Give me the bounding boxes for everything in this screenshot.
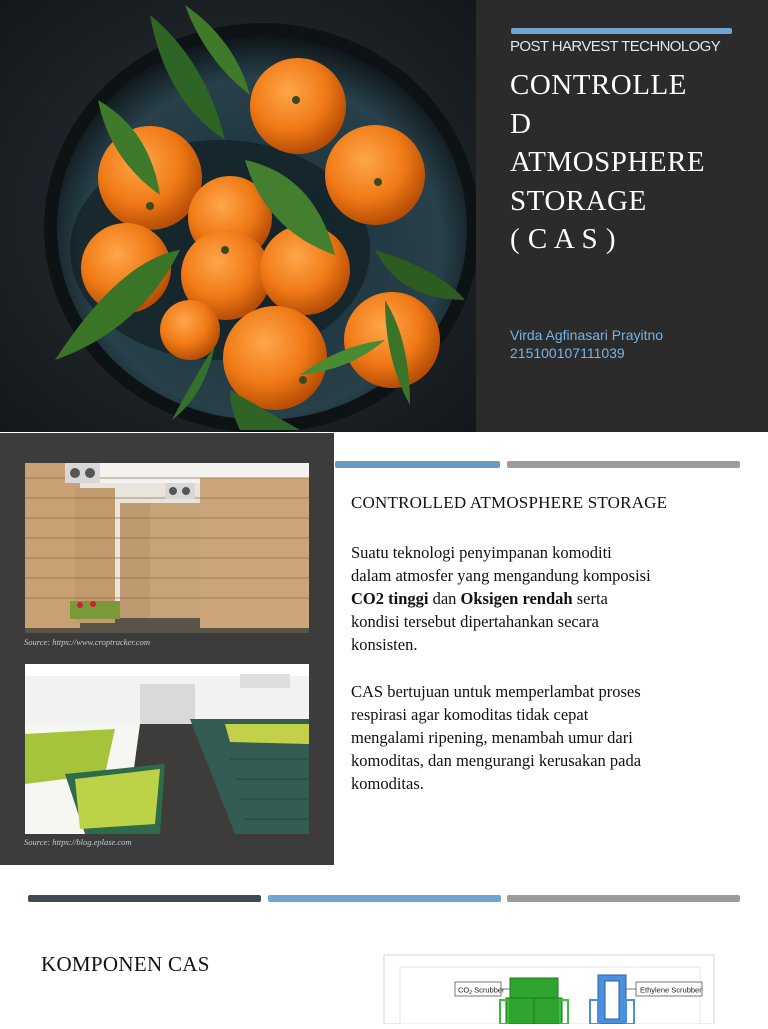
author-name: Virda Agfinasari Prayitno [510,327,664,343]
para-line: CO2 tinggi dan Oksigen rendah serta [351,589,608,608]
cas-diagram-illustration [360,945,750,1024]
para-line: Suatu teknologi penyimpanan komoditi [351,543,612,562]
title-line: STORAGE [510,184,647,217]
cas-components-diagram [360,945,750,1024]
svg-text:CO2 Scrubber [458,986,505,997]
para-line: komoditas. [351,774,424,793]
definition-paragraph [351,541,711,656]
oranges-photo [0,0,476,432]
accent-bar-gray [507,461,740,468]
ethylene-label: Ethylene Scrubber [640,985,702,995]
co2-label-sub: 2 [469,990,473,996]
para-line: respirasi agar komoditas tidak cepat [351,705,589,724]
accent-bar-gray [507,895,740,902]
components-heading: KOMPONEN CAS [41,952,210,976]
bold-term-co2: CO2 tinggi [351,589,429,608]
oranges-illustration [0,0,476,432]
section-heading: CONTROLLED ATMOSPHERE STORAGE [351,493,668,512]
para-line: komoditas, dan mengurangi kerusakan pada [351,751,642,770]
image-source-caption: Source: https://www.croptracker.com [24,637,150,647]
title-line: ( C A S ) [510,223,617,255]
crate-storage-illustration [25,463,309,633]
image-source-caption: Source: https://blog.eplase.com [24,837,132,847]
purpose-paragraph [351,680,711,795]
bold-term-oxygen: Oksigen rendah [460,589,573,608]
title-line: D [510,107,532,140]
para-line: konsisten. [351,635,418,654]
accent-bar-blue [268,895,501,902]
title-line: CONTROLLE [510,69,687,101]
main-title [510,66,740,259]
subtitle: POST HARVEST TECHNOLOGY [510,38,721,55]
co2-label-rest: Scrubber [472,985,505,995]
para-line: kondisi tersebut dipertahankan secara [351,612,599,631]
title-line: ATMOSPHERE [510,146,706,178]
cold-storage-photo-1 [25,463,309,633]
accent-bar-dark [28,895,261,902]
para-line: dalam atmosfer yang mengandung komposisi [351,566,651,585]
co2-label: CO [458,985,470,995]
title-accent-bar [511,28,732,34]
author-id: 215100107111039 [510,345,625,361]
accent-bar-blue [335,461,500,468]
para-line: mengalami ripening, menambah umur dari [351,728,633,747]
para-line: CAS bertujuan untuk memperlambat proses [351,682,641,701]
pear-storage-illustration [25,664,309,834]
cold-storage-photo-2 [25,664,309,834]
